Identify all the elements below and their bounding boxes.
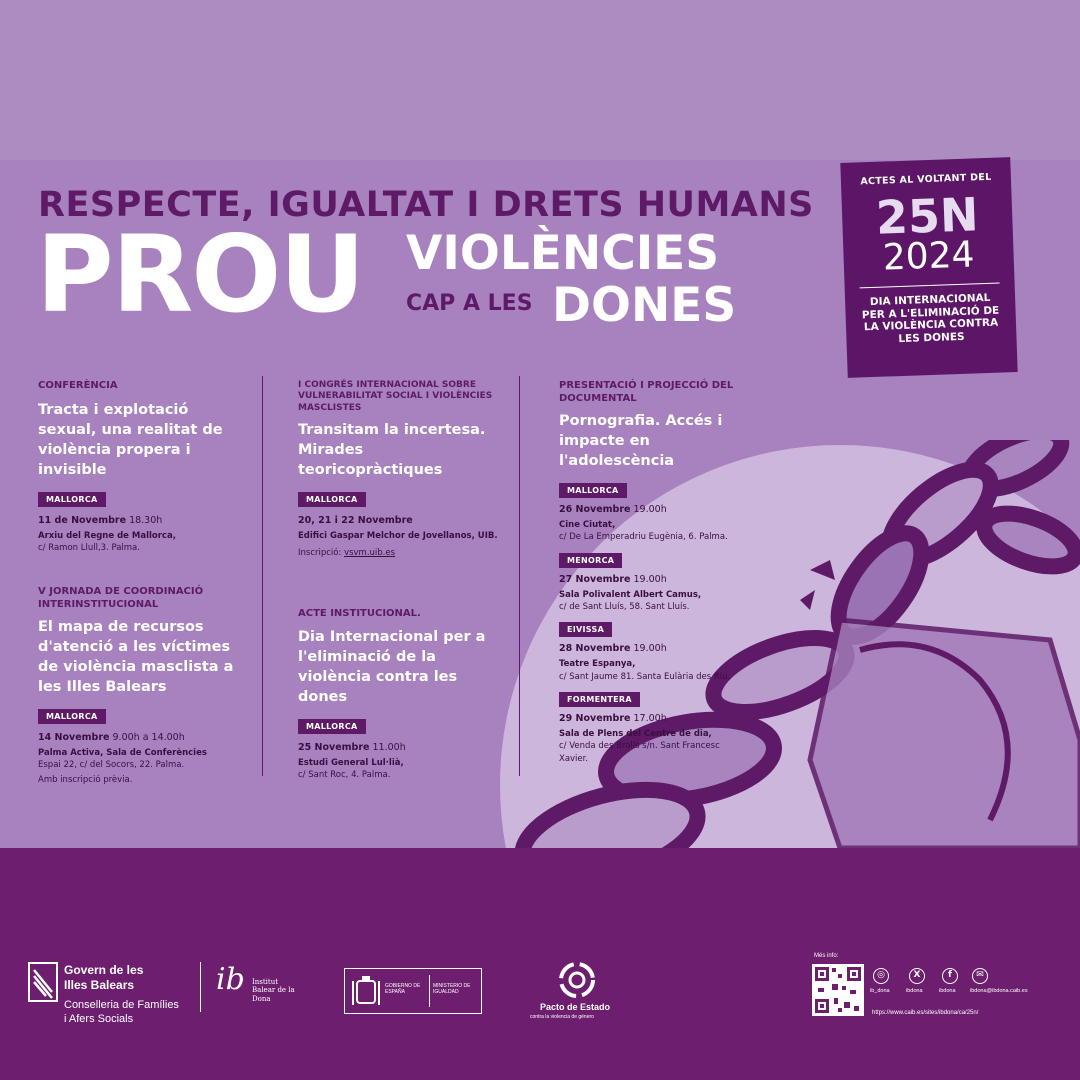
email-icon[interactable]: ✉ [972, 968, 988, 984]
event-place: Cine Ciutat, c/ De La Emperadriu Eugènia, 6. Palma. [559, 520, 728, 543]
x-twitter-icon[interactable]: X [909, 968, 925, 984]
headline-violencies: VIOLÈNCIES [406, 226, 720, 281]
island-tag: MALLORCA [38, 709, 106, 724]
event-place: Estudi General Lul·lià, c/ Sant Roc, 4. Palma. [298, 757, 404, 780]
event-kicker: PRESENTACIÓ I PROJECCIÓ DEL DOCUMENTAL [559, 380, 734, 404]
event-date: 25 Novembre 11.00h [298, 741, 406, 753]
website-url[interactable]: https://www.caib.es/sites/ibdona/ca/25n/ [872, 1010, 979, 1016]
island-tag: MALLORCA [298, 492, 366, 507]
screening-list [559, 471, 759, 765]
inscripcio-label: Inscripció: [298, 548, 342, 559]
conselleria-text [64, 998, 179, 1027]
event-title: Dia Internacional per a l'eliminació de la violència contra les dones [298, 628, 486, 705]
badge-divider [860, 283, 1000, 289]
badge-25n: 25N [875, 187, 980, 245]
event-date: 14 Novembre 9.00h a 14.00h [38, 732, 185, 743]
email-address[interactable]: ibdona@ibdona.caib.es [970, 988, 1028, 994]
event-date: 27 Novembre 19.00h [559, 573, 667, 585]
event-date: 26 Novembre 19.00h [559, 504, 667, 515]
gobierno-text: GOBIERNO DE ESPAÑA [385, 983, 421, 995]
facebook-handle: ibdona [939, 988, 956, 994]
event-date: 29 Novembre 17.00h [559, 712, 667, 724]
screening-item [559, 613, 759, 683]
event-jornada [38, 586, 248, 785]
inscripcio-link[interactable]: vsvm.uib.es [344, 548, 396, 559]
event-kicker: I CONGRÉS INTERNACIONAL SOBRE VULNERABILITAT SOCIAL I VIOLÈNCIES MASCLISTES [298, 380, 493, 413]
top-band [0, 0, 1080, 160]
event-conferencia [38, 380, 238, 554]
footer-divider [200, 962, 201, 1012]
event-note: Amb inscripció prèvia. [38, 774, 133, 785]
pacto-logo-icon [554, 960, 600, 1000]
instagram-handle: ib_dona [870, 988, 890, 994]
govern-shield-icon [28, 962, 58, 1002]
event-place: Edifici Gaspar Melchor de Jovellanos, UIB. [298, 530, 498, 541]
ibd-logo-mark: ib [216, 962, 245, 997]
screening-item [559, 471, 759, 544]
island-tag: MENORCA [559, 553, 622, 568]
headline-dones: DONES [552, 278, 737, 333]
ministerio-divider [429, 975, 430, 1007]
event-acte-institucional [298, 608, 498, 781]
ibd-logo-text: Institut Balear de la Dona [252, 978, 295, 1003]
footer-band [0, 848, 1080, 1080]
event-documental [559, 380, 759, 765]
island-tag: MALLORCA [559, 483, 627, 498]
event-kicker: ACTE INSTITUCIONAL. [298, 608, 421, 619]
pacto-text: Pacto de Estado [540, 1002, 611, 1012]
badge-top-text: ACTES AL VOLTANT DEL [860, 171, 992, 188]
instagram-icon[interactable]: ◎ [873, 968, 889, 984]
pacto-subtext: contra la violencia de género [530, 1014, 594, 1020]
event-place: Palma Activa, Sala de Conferències Espai 22, c/ del Socors, 22. Palma. [38, 748, 207, 771]
headline-respecte: RESPECTE, IGUALTAT I DRETS HUMANS [38, 185, 814, 225]
badge-bottom-text: DIA INTERNACIONAL PER A L'ELIMINACIÓ DE LA VIOLÈNCIA CONTRA LES DONES [861, 291, 1000, 345]
island-tag: EIVISSA [559, 622, 612, 637]
facebook-icon[interactable]: f [942, 968, 958, 984]
badge-year: 2024 [882, 234, 976, 279]
screening-item [559, 544, 759, 614]
event-title: Pornografia. Accés i impacte en l'adolescència [559, 413, 723, 469]
ministerio-logo [344, 968, 482, 1014]
qr-pattern [812, 964, 864, 1016]
event-place: Sala Polivalent Albert Camus, c/ de Sant Lluís, 58. Sant Lluís. [559, 589, 702, 612]
mes-info-label: Més info: [814, 953, 839, 959]
ministerio-text: MINISTERIO DE IGUALDAD [433, 983, 471, 995]
column-divider-2 [519, 376, 520, 776]
headline-prou: PROU [36, 213, 364, 336]
island-tag: MALLORCA [298, 719, 366, 734]
govern-line1: Govern de les [64, 963, 144, 977]
event-date: 28 Novembre 19.00h [559, 643, 667, 655]
screening-item [559, 683, 759, 765]
event-place: Sala de Plens del Centre de dia, c/ Venda des Brolls s/n. Sant Francesc Xavier. [559, 728, 720, 764]
qr-code[interactable] [812, 964, 864, 1016]
event-congres [298, 380, 498, 558]
conselleria-line1: Conselleria de Famílies [64, 999, 179, 1011]
event-title: Transitam la incertesa. Mirades teoricopràctiques [298, 421, 486, 478]
island-tag: MALLORCA [38, 492, 106, 507]
headline-cap-a-les: CAP A LES [406, 291, 533, 316]
event-kicker: CONFERÈNCIA [38, 380, 118, 391]
event-date: 20, 21 i 22 Novembre [298, 514, 413, 526]
govern-logo-text [64, 963, 143, 993]
event-title: Tracta i explotació sexual, una realitat de violència propera i invisible [38, 401, 223, 478]
event-kicker: V JORNADA DE COORDINACIÓ INTERINSTITUCIONAL [38, 586, 204, 610]
25n-badge [840, 157, 1017, 378]
column-divider-1 [262, 376, 263, 776]
event-place: Teatre Espanya, c/ Sant Jaume 81. Santa Eulària des Riu. [559, 659, 731, 682]
island-tag: FORMENTERA [559, 692, 640, 707]
event-place: Arxiu del Regne de Mallorca, c/ Ramon Llull,3. Palma. [38, 530, 176, 553]
x-handle: ibdona [906, 988, 923, 994]
event-note [298, 548, 498, 558]
event-date: 11 de Novembre 18.30h [38, 514, 163, 526]
event-title: El mapa de recursos d'atenció a les víctimes de violència masclista a les Illes Balears [38, 619, 234, 695]
govern-line2: Illes Balears [64, 978, 135, 992]
coat-of-arms-icon [351, 975, 381, 1007]
conselleria-line2: i Afers Socials [64, 1013, 134, 1026]
